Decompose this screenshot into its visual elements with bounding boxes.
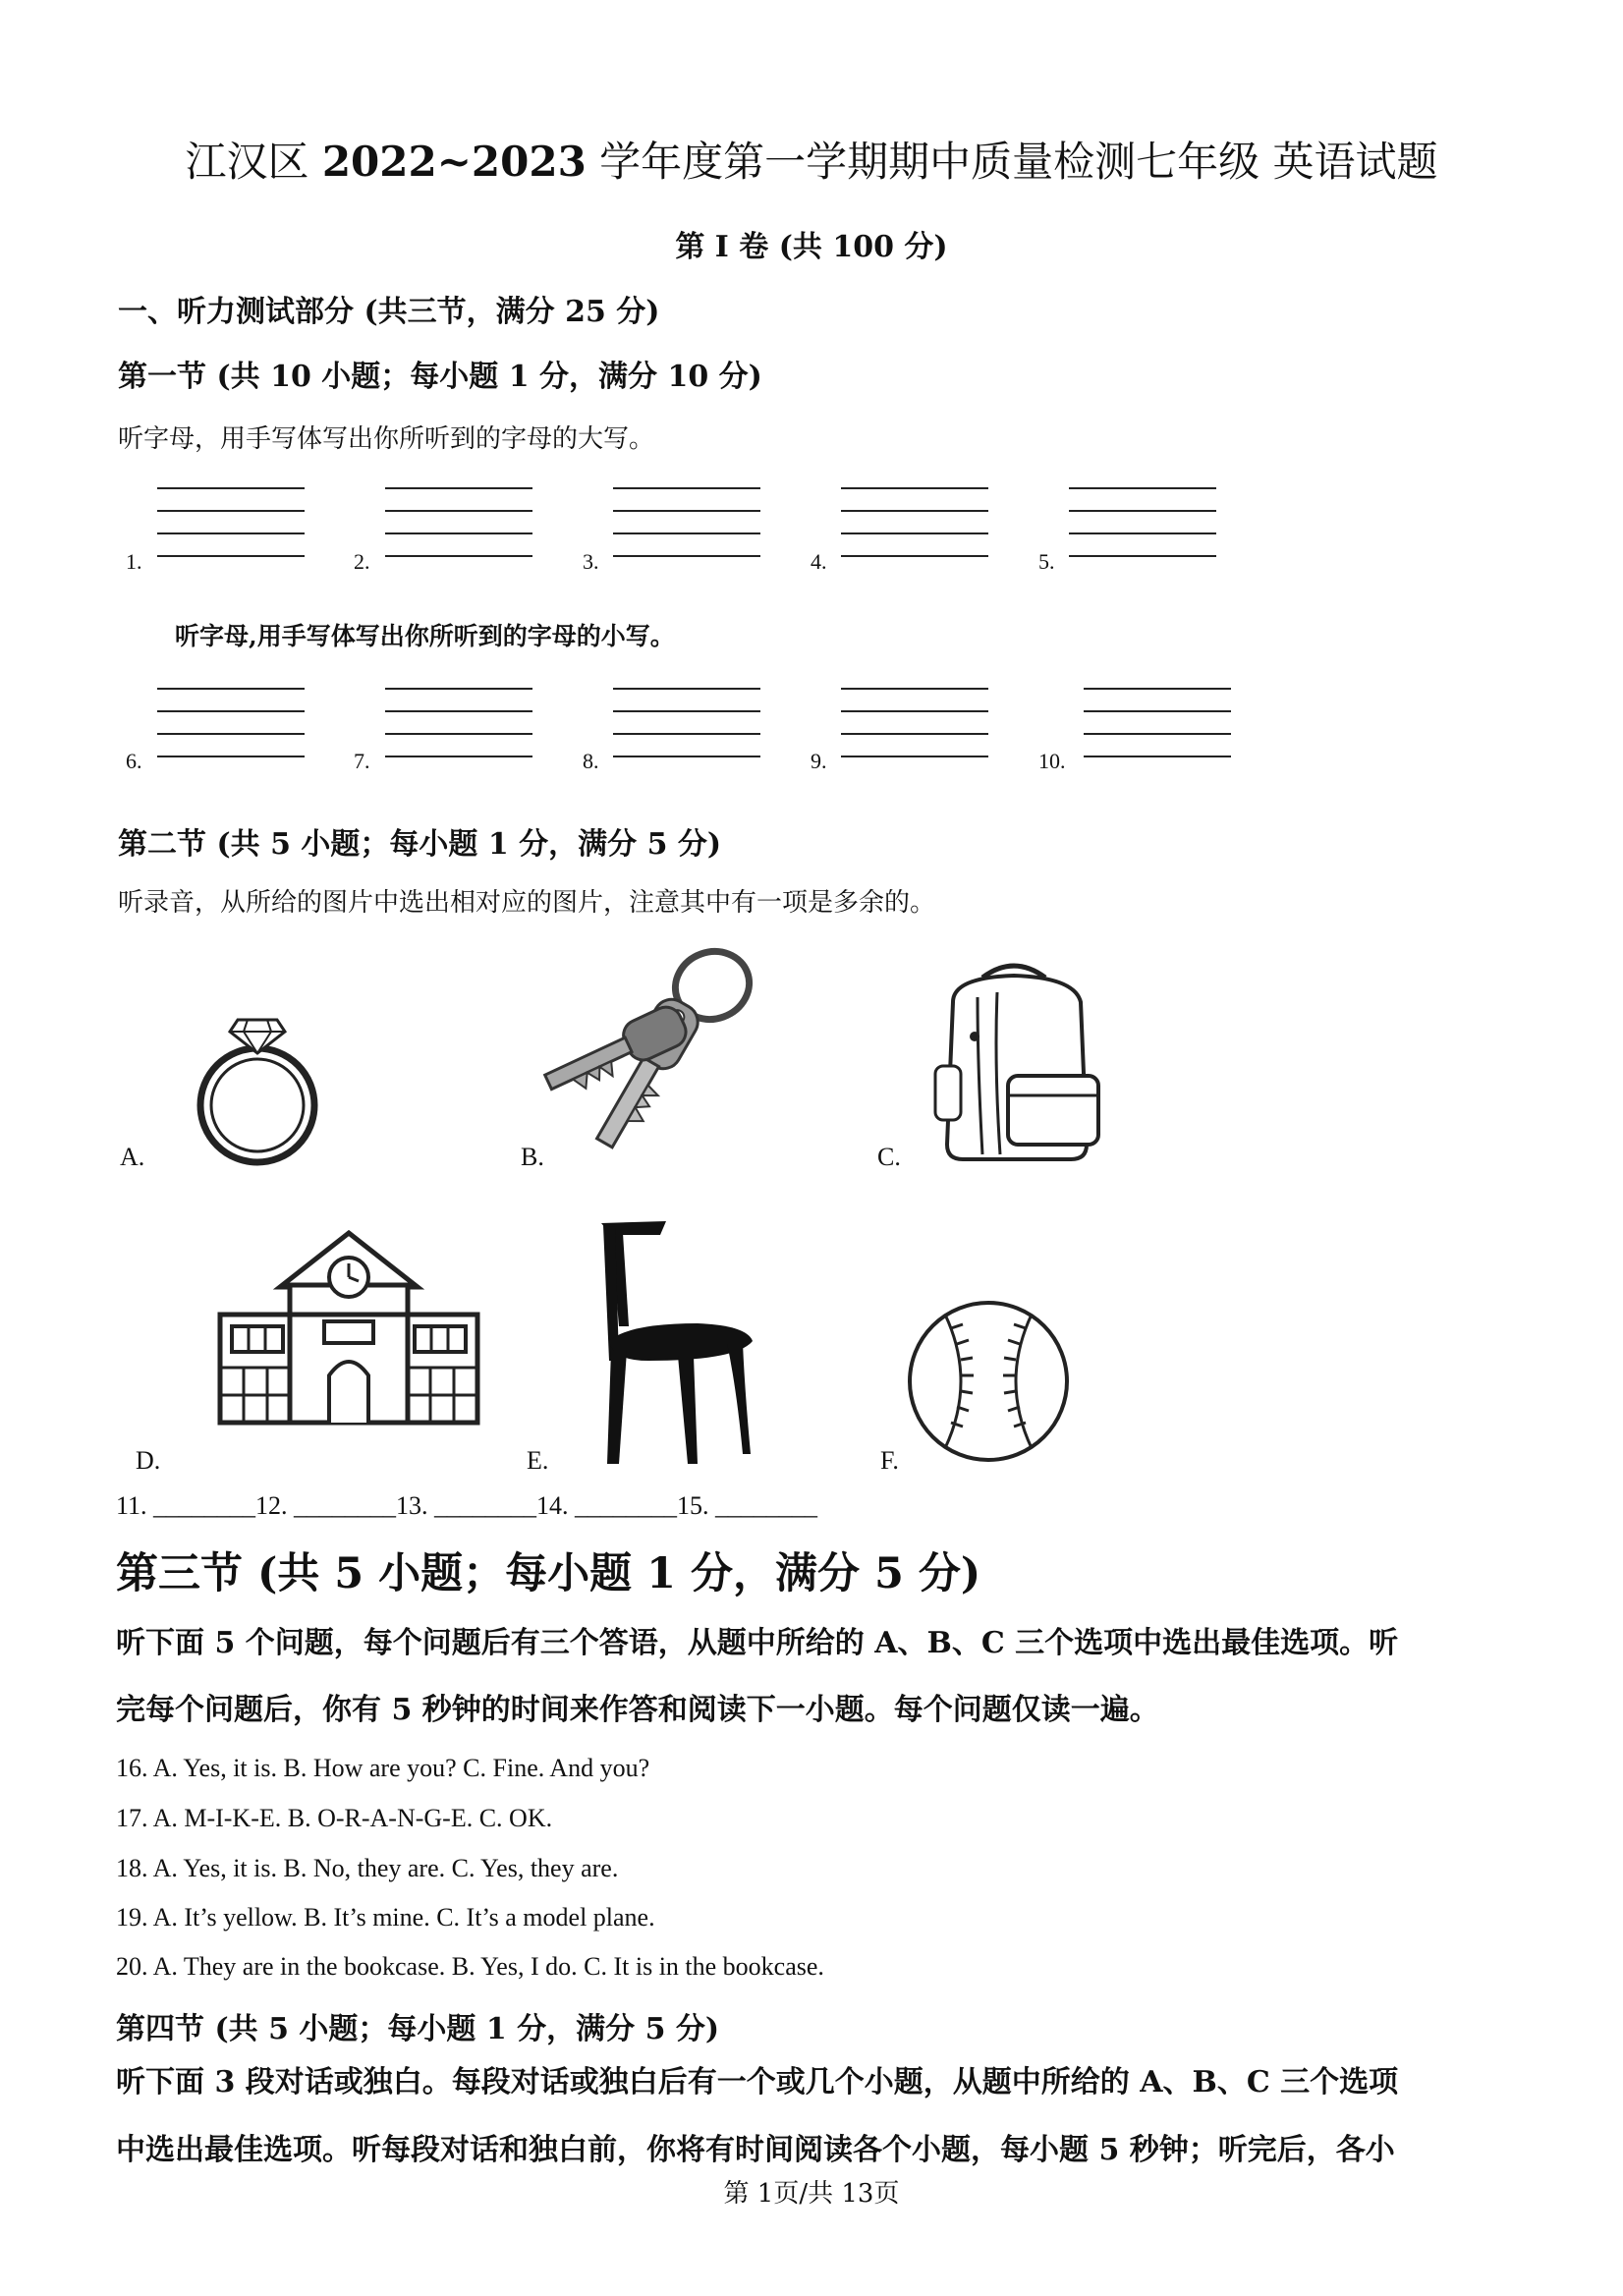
option-label-d: D.: [136, 1446, 161, 1475]
section2-heading: 第二节 (共 5 小题；每小题 1 分，满分 5 分): [118, 827, 722, 862]
item-number: 6.: [126, 749, 142, 773]
section4-instruction-line2: 中选出最佳选项。听每段对话和独白前，你将有时间阅读各个小题，每小题 5 秒钟；听完后，各小: [116, 2133, 1395, 2167]
handwriting-lines[interactable]: [157, 688, 305, 756]
question-17: 17. A. M-I-K-E. B. O-R-A-N-G-E. C. OK.: [116, 1804, 553, 1832]
question-16: 16. A. Yes, it is. B. How are you? C. Fine. And you?: [116, 1754, 650, 1782]
option-label-e: E.: [527, 1446, 549, 1475]
option-label-c: C.: [877, 1143, 901, 1171]
item-number: 4.: [811, 549, 827, 574]
handwriting-lines[interactable]: [613, 487, 760, 556]
item-number: 10.: [1038, 749, 1066, 773]
ring-icon: [187, 1002, 334, 1169]
keys-icon: [555, 938, 761, 1164]
item-number: 2.: [354, 549, 370, 574]
item-number: 8.: [583, 749, 599, 773]
handwriting-lines[interactable]: [613, 688, 760, 756]
part-one-heading: 一、听力测试部分 (共三节，满分 25 分): [118, 295, 660, 329]
section4-heading: 第四节 (共 5 小题；每小题 1 分，满分 5 分): [116, 2012, 720, 2046]
chair-icon: [589, 1213, 766, 1469]
handwriting-lines[interactable]: [385, 487, 532, 556]
section2-instruction: 听录音，从所给的图片中选出相对应的图片，注意其中有一项是多余的。: [118, 888, 936, 918]
school-building-icon: [216, 1228, 481, 1425]
item-number: 1.: [126, 549, 142, 574]
question-18: 18. A. Yes, it is. B. No, they are. C. Yes, they are.: [116, 1854, 619, 1882]
paper-subtitle: 第 I 卷 (共 100 分): [675, 230, 948, 264]
section3-heading: 第三节 (共 5 小题；每小题 1 分，满分 5 分): [116, 1549, 981, 1598]
item-number: 5.: [1038, 549, 1055, 574]
item-number: 7.: [354, 749, 370, 773]
baseball-icon: [906, 1299, 1071, 1464]
exam-title: 江汉区 2022~2023 学年度第一学期期中质量检测七年级 英语试题: [185, 138, 1438, 186]
item-number: 3.: [583, 549, 599, 574]
handwriting-lines[interactable]: [385, 688, 532, 756]
handwriting-lines[interactable]: [1069, 487, 1216, 556]
handwriting-lines[interactable]: [841, 688, 988, 756]
page-footer: 第 1页/共 13页: [723, 2179, 900, 2209]
option-label-f: F.: [880, 1446, 899, 1475]
section3-instruction-line2: 完每个问题后，你有 5 秒钟的时间来作答和阅读下一小题。每个问题仅读一遍。: [116, 1693, 1159, 1727]
handwriting-lines[interactable]: [157, 487, 305, 556]
handwriting-lines[interactable]: [1084, 688, 1231, 756]
option-label-b: B.: [521, 1143, 544, 1171]
section1-instruction-lower: 听字母,用手写体写出你所听到的字母的小写。: [175, 622, 675, 650]
section3-instruction-line1: 听下面 5 个问题，每个问题后有三个答语，从题中所给的 A、B、C 三个选项中选出最佳选项。听: [116, 1626, 1399, 1660]
item-number: 9.: [811, 749, 827, 773]
backpack-icon: [923, 958, 1105, 1164]
question-20: 20. A. They are in the bookcase. B. Yes, I do. C. It is in the bookcase.: [116, 1952, 824, 1981]
section1-instruction-upper: 听字母，用手写体写出你所听到的字母的大写。: [118, 424, 655, 454]
option-label-a: A.: [120, 1143, 145, 1171]
question-19: 19. A. It’s yellow. B. It’s mine. C. It’s a model plane.: [116, 1903, 655, 1932]
section1-heading: 第一节 (共 10 小题；每小题 1 分，满分 10 分): [118, 360, 762, 394]
section2-answer-line[interactable]: 11. ________12. ________13. ________14. ________15. ________: [116, 1491, 818, 1520]
section4-instruction-line1: 听下面 3 段对话或独白。每段对话或独白后有一个或几个小题，从题中所给的 A、B、C 三个选项: [116, 2065, 1399, 2100]
handwriting-lines[interactable]: [841, 487, 988, 556]
